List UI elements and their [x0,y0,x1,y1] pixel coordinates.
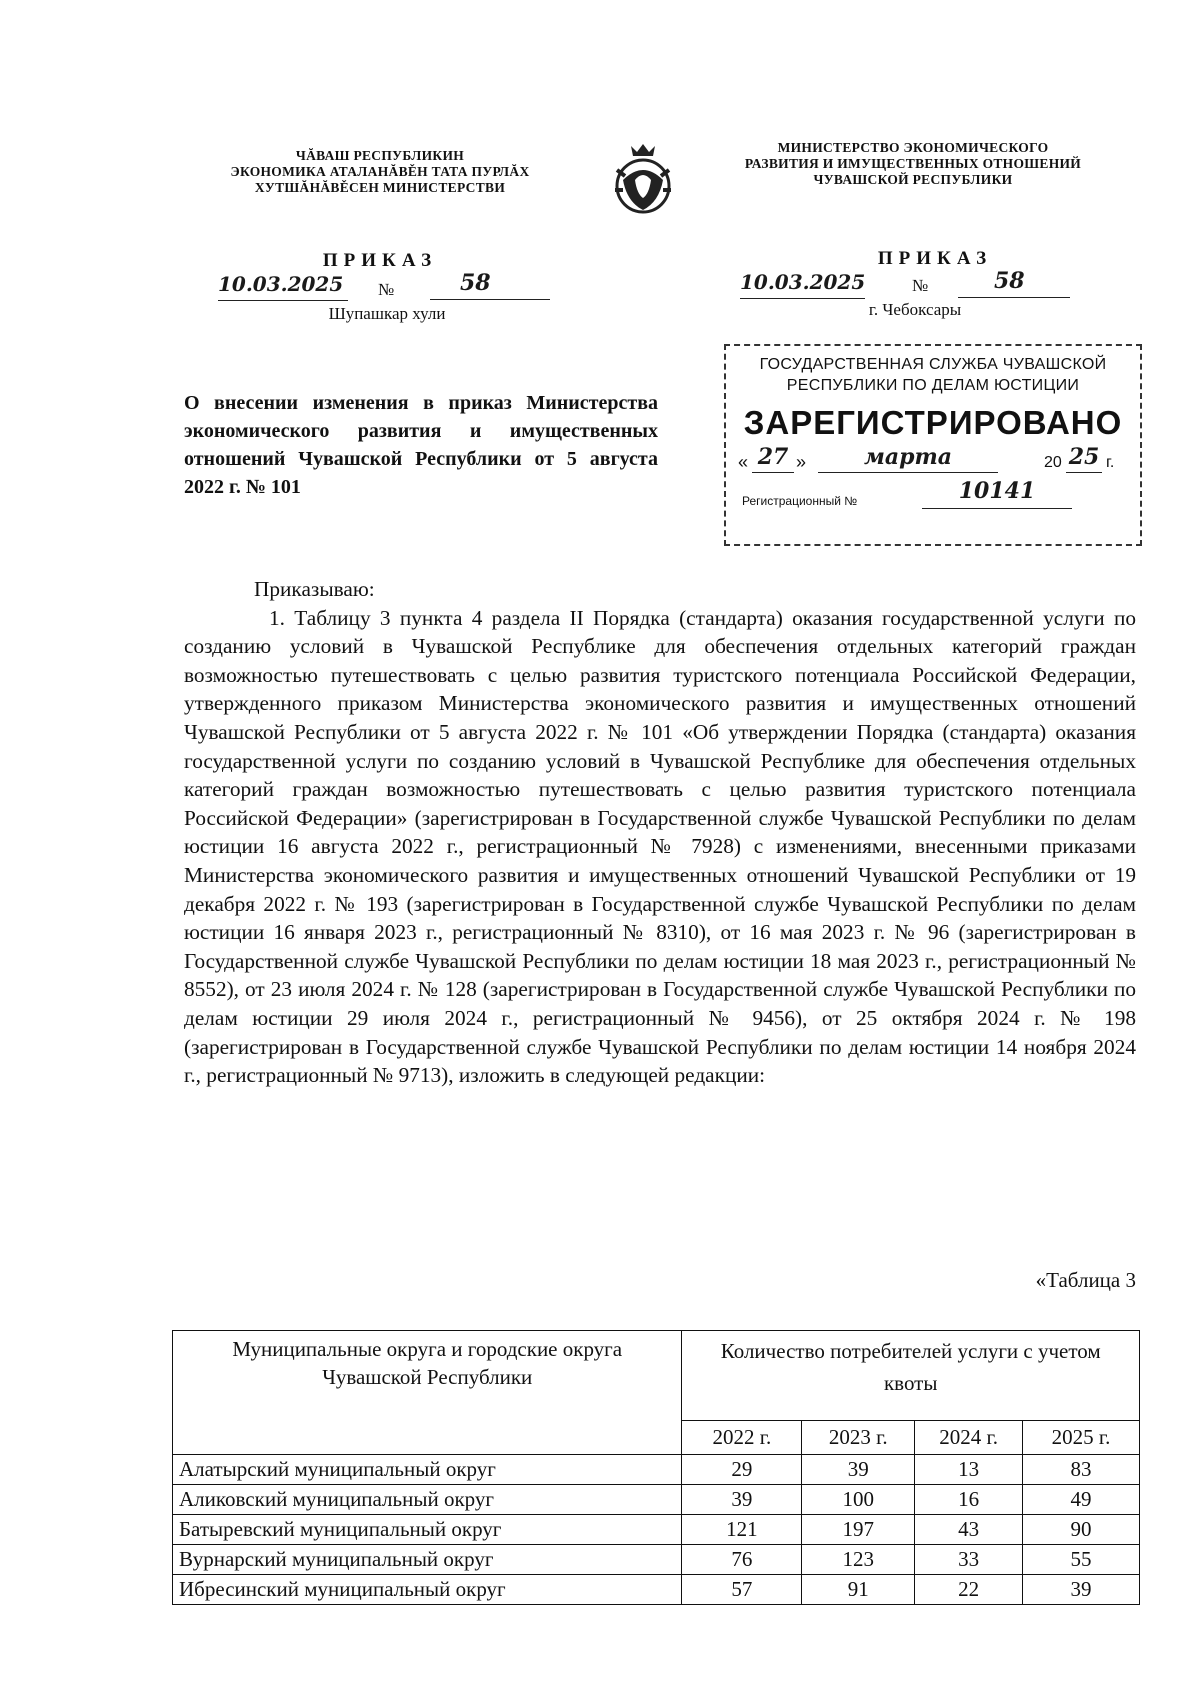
table-cell-region: Аликовский муниципальный округ [173,1485,682,1515]
table-cell-value: 29 [682,1455,802,1485]
table-cell-value: 91 [802,1575,915,1605]
order-right-number-label: № [912,276,929,295]
table-cell-value: 13 [915,1455,1023,1485]
header-right-line: ЧУВАШСКОЙ РЕСПУБЛИКИ [813,172,1013,187]
table-row [173,1455,1140,1485]
table-cell-value: 43 [915,1515,1023,1545]
table-row [173,1575,1140,1605]
stamp-line-1: ГОСУДАРСТВЕННАЯ СЛУЖБА ЧУВАШСКОЙ [759,356,1107,373]
stamp-day: 27 [752,444,794,473]
order-left-number-label: № [378,280,395,299]
document-body [184,575,1136,1090]
table-cell-value: 16 [915,1485,1023,1515]
stamp-reg-number: 10141 [922,478,1072,509]
body-intro: Приказываю: [254,577,375,601]
order-left-date: 10.03.2025 [218,272,348,301]
table-cell-value: 39 [802,1455,915,1485]
stamp-date-row [726,444,1140,478]
table-cell-value: 33 [915,1545,1023,1575]
table-cell-region: Батыревский муниципальный округ [173,1515,682,1545]
stamp-month: марта [818,444,998,473]
stamp-year-prefix: 20 [1044,454,1062,471]
table-cell-value: 83 [1023,1455,1140,1485]
stamp-registered: ЗАРЕГИСТРИРОВАНО [743,404,1123,441]
table-header-year: 2025 г. [1023,1421,1140,1455]
table-cell-value: 121 [682,1515,802,1545]
table-cell-value: 90 [1023,1515,1140,1545]
order-right-word: ПРИКАЗ [877,248,993,269]
table-cell-value: 55 [1023,1545,1140,1575]
stamp-year-suffix: 25 [1066,444,1102,473]
table-header-region: Муниципальные округа и городские округа Чувашской Республики [173,1331,682,1455]
table-cell-value: 22 [915,1575,1023,1605]
header-left-line: ЧĂВАШ РЕСПУБЛИКИН [295,148,465,163]
order-left-place: Шупашкар хули [328,304,446,323]
table-header-quota: Количество потребителей услуги с учетом квоты [682,1331,1140,1421]
body-paragraph-1: 1. Таблицу 3 пункта 4 раздела II Порядка (стандарта) оказания государственной услуги по созданию условий в Чувашской Республике для обеспечения отдельных категорий граждан возможностью путешествовать с целью развития туристского потенциала Российской Федерации, утвержденного приказом Министерства экономического развития и имущественных отношений Чувашской Республики от 5 августа 2022 г. № 101 «Об утверждении Порядка (стандарта) оказания государственной услуги по созданию условий в Чувашской Республике для обеспечения отдельных категорий граждан возможностью путешествовать с целью развития туристского потенциала Российской Федерации» (зарегистрирован в Государственной службе Чувашской Республики по делам юстиции 16 августа 2022 г., регистрационный № 7928) с изменениями, внесенными приказами Министерства экономического развития и имущественных отношений Чувашской Республики от 19 декабря 2022 г. № 193 (зарегистрирован в Государственной службе Чувашской Республики по делам юстиции 16 января 2023 г., регистрационный № 8310), от 16 мая 2023 г. № 96 (зарегистрирован в Государственной службе Чувашской Республики по делам юстиции 18 мая 2023 г., регистрационный № 8552), от 23 июля 2024 г. № 128 (зарегистрирован в Государственной службе Чувашской Республики по делам юстиции 29 июля 2024 г., регистрационный № 9456), от 25 октября 2024 г. № 198 (зарегистрирован в Государственной службе Чувашской Республики по делам юстиции 14 ноября 2024 г., регистрационный № 9713), изложить в следующей редакции: [184,605,1136,1088]
table-cell-region: Вурнарский муниципальный округ [173,1545,682,1575]
order-right-number: 58 [958,268,1070,298]
table-cell-value: 57 [682,1575,802,1605]
table-cell-value: 39 [1023,1575,1140,1605]
table-row [173,1485,1140,1515]
quota-table [172,1330,1140,1605]
table-cell-value: 100 [802,1485,915,1515]
header-right-line: МИНИСТЕРСТВО ЭКОНОМИЧЕСКОГО [777,140,1049,155]
table-header-year: 2023 г. [802,1421,915,1455]
stamp-reg-row [726,478,1140,514]
table-cell-value: 39 [682,1485,802,1515]
stamp-quote-close: » [796,452,807,472]
header-left-line: ХУТШĂНĂВĚСЕН МИНИСТЕРСТВИ [254,180,506,195]
table-cell-region: Ибресинский муниципальный округ [173,1575,682,1605]
table-header-year: 2022 г. [682,1421,802,1455]
table-row [173,1545,1140,1575]
stamp-quote-open: « [738,452,749,472]
stamp-line-2: РЕСПУБЛИКИ ПО ДЕЛАМ ЮСТИЦИИ [786,377,1080,394]
table-cell-value: 123 [802,1545,915,1575]
table-header-year: 2024 г. [915,1421,1023,1455]
header-left-line: ЭКОНОМИКА АТАЛАНĂВĚН ТАТА ПУРЛĂХ [230,164,530,179]
stamp-year-unit: г. [1106,454,1115,471]
stamp-reg-label: Регистрационный № [742,494,858,508]
order-right-place: г. Чебоксары [868,300,962,319]
table-caption: «Таблица 3 [1035,1268,1136,1292]
table-row [173,1515,1140,1545]
coat-of-arms-icon [603,140,683,220]
header-right-line: РАЗВИТИЯ И ИМУЩЕСТВЕННЫХ ОТНОШЕНИЙ [744,156,1082,171]
order-left-number: 58 [430,270,550,300]
document-title: О внесении изменения в приказ Министерства экономического развития и имущественных отношений Чувашской Республики от 5 августа 2022 г. № 101 [184,392,658,498]
table-cell-value: 49 [1023,1485,1140,1515]
registration-stamp [724,344,1142,546]
header-right [718,140,1108,188]
header-left [200,148,560,196]
order-left-word: ПРИКАЗ [322,250,438,271]
table-cell-value: 76 [682,1545,802,1575]
order-right-date: 10.03.2025 [740,270,865,299]
table-cell-region: Алатырский муниципальный округ [173,1455,682,1485]
table-cell-value: 197 [802,1515,915,1545]
